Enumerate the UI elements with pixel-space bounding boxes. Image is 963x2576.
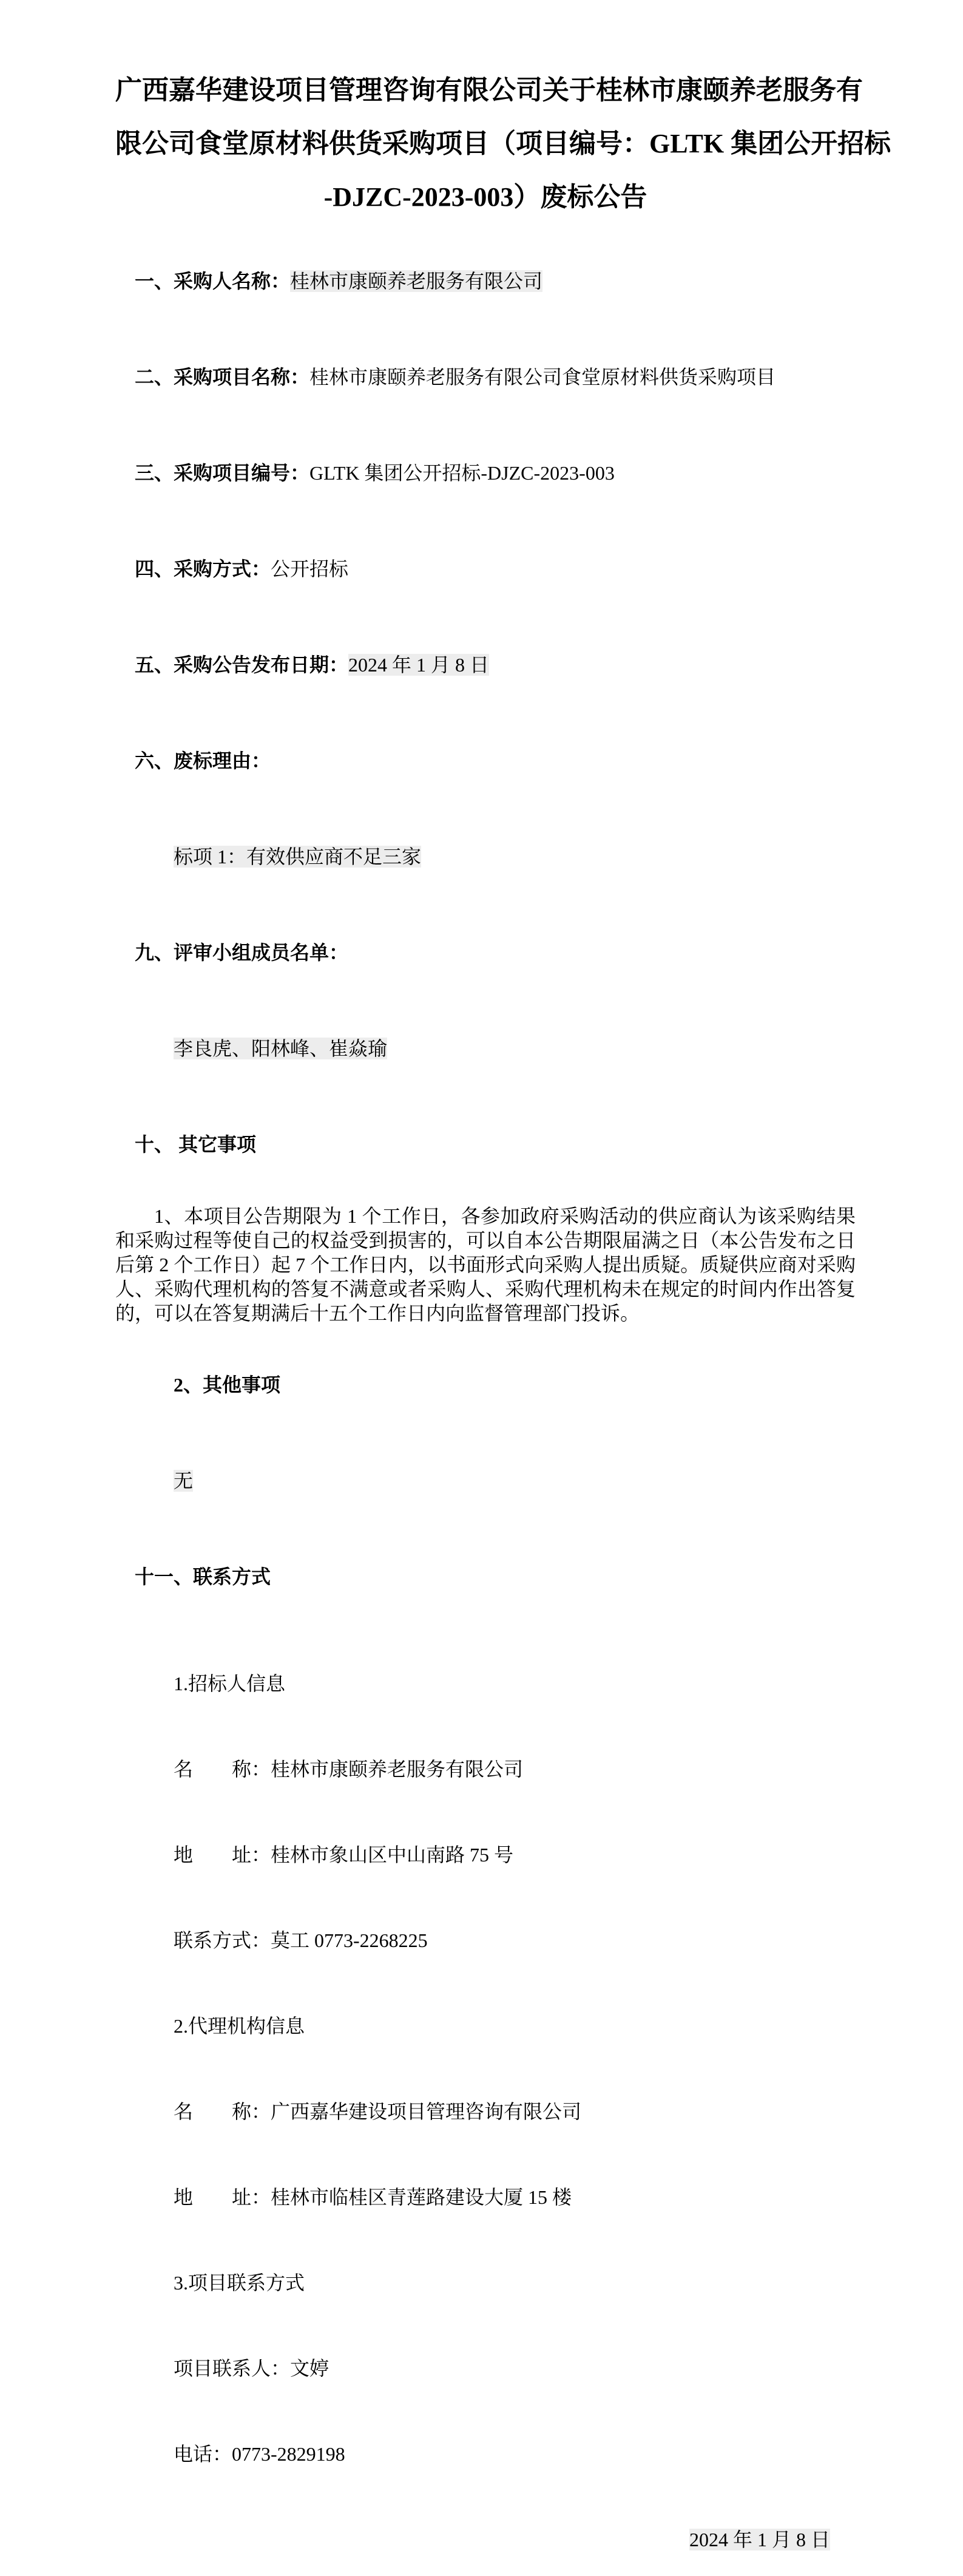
review-panel-members-text: 李良虎、阳林峰、崔焱瑜 — [174, 1038, 388, 1059]
publish-date-label: 五、采购公告发布日期： — [135, 654, 349, 676]
project-contact-heading-text: 3.项目联系方式 — [174, 2272, 305, 2294]
agency-address-label: 地 址： — [174, 2186, 271, 2208]
section-contact-heading — [115, 1540, 856, 1613]
agency-name-label: 名 称： — [174, 2101, 271, 2122]
agency-name-row — [115, 2075, 856, 2148]
project-contact-person-label: 项目联系人： — [174, 2357, 291, 2379]
agency-name-value: 广西嘉华建设项目管理咨询有限公司 — [271, 2101, 582, 2122]
other-matters-label: 十、 其它事项 — [135, 1133, 257, 1155]
procurement-method-label: 四、采购方式： — [135, 558, 271, 580]
section-project-code — [115, 437, 856, 509]
agency-address-row — [115, 2161, 856, 2234]
project-contact-person-value: 文婷 — [290, 2357, 329, 2379]
rejection-reason-label: 六、废标理由： — [135, 750, 271, 772]
publish-date-value: 2024 年 1 月 8 日 — [348, 654, 490, 676]
other-matters-sub-label: 2、其他事项 — [174, 1374, 281, 1396]
project-contact-phone-row — [115, 2418, 856, 2490]
bidder-contact-value: 莫工 0773-2268225 — [271, 1929, 428, 1951]
bidder-name-value: 桂林市康颐养老服务有限公司 — [271, 1758, 524, 1780]
project-code-label: 三、采购项目编号： — [135, 462, 310, 484]
project-contact-heading — [115, 2246, 856, 2319]
project-contact-phone-value: 0773-2829198 — [232, 2443, 345, 2465]
other-matters-none-text: 无 — [174, 1470, 194, 1492]
contact-label: 十一、联系方式 — [135, 1566, 271, 1588]
bidder-contact-label: 联系方式： — [174, 1929, 271, 1951]
procurement-method-value: 公开招标 — [271, 558, 349, 580]
rejection-reason-item — [115, 820, 856, 893]
review-panel-members — [115, 1012, 856, 1085]
section-purchaser-name — [115, 245, 856, 318]
page-title — [115, 64, 891, 224]
purchaser-name-value: 桂林市康颐养老服务有限公司 — [290, 270, 543, 292]
purchaser-name-label: 一、采购人名称： — [135, 270, 291, 292]
bidder-name-label: 名 称： — [174, 1758, 271, 1780]
agency-info-heading — [115, 1990, 856, 2062]
other-matters-paragraph: 1、本项目公告期限为 1 个工作日，各参加政府采购活动的供应商认为该采购结果和采购过程等使自己的权益受到损害的，可以自本公告期限届满之日（本公告发布之日后第 2 个工作日）起 7 个工作日内，以书面形式向采购人提出质疑。质疑供应商对采购人、采购代理机构的答复不满意或者采购人、采购代理机构未在规定的时间内作出答复的，可以在答复期满后十五个工作日内向监督管理部门投诉。 — [115, 1205, 856, 1324]
bidder-info-heading-text: 1.招标人信息 — [174, 1673, 286, 1694]
title-line-3: -DJZC-2023-003）废标公告 — [323, 182, 647, 212]
section-project-name — [115, 341, 856, 413]
project-name-value: 桂林市康颐养老服务有限公司食堂原材料供货采购项目 — [309, 366, 776, 388]
section-review-panel-heading — [115, 916, 856, 989]
section-rejection-reason-heading — [115, 724, 856, 797]
review-panel-label: 九、评审小组成员名单： — [135, 942, 349, 963]
project-code-value: GLTK 集团公开招标-DJZC-2023-003 — [309, 462, 615, 484]
bidder-info-heading — [115, 1647, 856, 1720]
agency-info-heading-text: 2.代理机构信息 — [174, 2015, 305, 2037]
bidder-address-label: 地 址： — [174, 1844, 271, 1866]
rejection-reason-item-text: 标项 1：有效供应商不足三家 — [174, 846, 422, 868]
other-matters-sub-value — [115, 1444, 856, 1517]
other-matters-sub-heading — [115, 1348, 856, 1421]
section-publish-date — [115, 628, 856, 701]
project-contact-person-row — [115, 2332, 856, 2405]
agency-address-value: 桂林市临桂区青莲路建设大厦 15 楼 — [271, 2186, 572, 2208]
bidder-address-row — [115, 1818, 856, 1891]
bidder-contact-row — [115, 1904, 856, 1977]
footer-date-text: 2024 年 1 月 8 日 — [689, 2529, 830, 2551]
bidder-name-row — [115, 1733, 856, 1806]
section-procurement-method — [115, 532, 856, 605]
title-line-2: 限公司食堂原材料供货采购项目（项目编号：GLTK 集团公开招标 — [115, 129, 891, 158]
section-other-matters-heading — [115, 1108, 856, 1181]
title-line-1: 广西嘉华建设项目管理咨询有限公司关于桂林市康颐养老服务有 — [115, 75, 863, 105]
project-contact-phone-label: 电话： — [174, 2443, 232, 2465]
footer-date — [115, 2503, 856, 2576]
project-name-label: 二、采购项目名称： — [135, 366, 310, 388]
bidder-address-value: 桂林市象山区中山南路 75 号 — [271, 1844, 514, 1866]
